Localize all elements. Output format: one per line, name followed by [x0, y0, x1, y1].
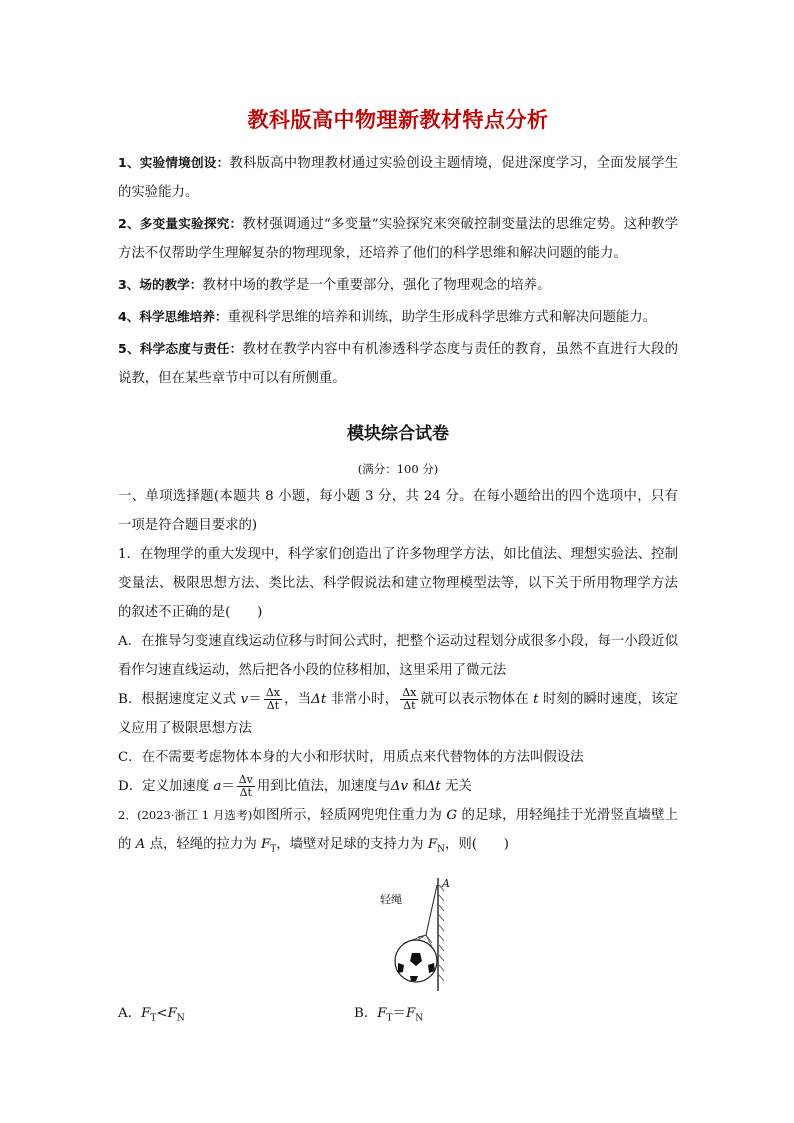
question-2-options	[118, 999, 678, 1034]
intro-item: 2、多变量实验探究：教材强调通过“多变量”实验探究来突破控制变量法的思维定势。这种教学方法不仅帮助学生理解复杂的物理现象，还培养了他们的科学思维和解决问题的能力。	[118, 216, 678, 261]
intro-item: 5、科学态度与责任：教材在教学内容中有机渗透科学态度与责任的教育，虽然不直进行大段的说教，但在某些章节中可以有所侧重。	[118, 341, 679, 386]
exam-title: 模块综合试卷	[347, 424, 449, 444]
intro-item: 1、实验情境创设：教科版高中物理教材通过实验创设主题情境，促进深度学习，全面发展学生的实验能力。	[118, 155, 679, 200]
section-heading: 一、单项选择题(本题共 8 小题，每小题 3 分，共 24 分。在每小题给出的四个选项中，只有一项是符合题目要求的)	[118, 489, 678, 533]
rope-label: 轻绳	[380, 892, 402, 906]
fraction: $\frac{\Delta x}{\Delta t}$	[402, 686, 417, 712]
question-2-stem: 2．(2023·浙江 1 月选考)如图所示，轻质网兜兜住重力为 G 的足球，用轻绳挂于光滑竖直墙壁上的 A 点，轻绳的拉力为 $F_T$，墙壁对足球的支持力为 $F_N$，则( )	[118, 808, 678, 855]
intro-item: 4、科学思维培养：重视科学思维的培养和训练，助学生形成科学思维方式和解决问题能力。	[118, 309, 657, 325]
question-1-stem: 1．在物理学的重大发现中，科学家们创造出了许多物理学方法，如比值法、理想实验法、控制变量法、极限思想方法、类比法、科学假说法和建立物理模型法等，以下关于所用物理学方法的叙述不正确的是( )	[118, 547, 678, 620]
question-1-option-d: D．定义加速度 a＝ $\frac{\Delta v}{\Delta t}$ 用到比值法，加速度与Δv 和Δt 无关	[118, 773, 472, 799]
football-wall-figure	[366, 873, 486, 993]
page-title: 教科版高中物理新教材特点分析	[247, 108, 549, 132]
intro-item: 3、场的教学：教材中场的教学是一个重要部分，强化了物理观念的培养。	[118, 277, 551, 293]
question-2-option-a: A．$F_T<F_N$	[118, 1005, 185, 1024]
question-1-option-b: B．根据速度定义式 v＝ $\frac{\Delta x}{\Delta t}$ ，当Δt 非常小时， $\frac{\Delta x}{\Delta t}$ 就可以表示物体在 t 时刻的瞬时速度，该定义应用了极限思想方法	[118, 686, 678, 736]
question-2-option-b: B．$F_T=F_N$	[354, 1005, 424, 1024]
fraction: $\frac{\Delta v}{\Delta t}$	[238, 773, 253, 799]
fraction: $\frac{\Delta x}{\Delta t}$	[265, 686, 280, 712]
question-1-option-c: C．在不需要考虑物体本身的大小和形状时，用质点来代替物体的方法叫假设法	[118, 750, 584, 765]
document-content	[118, 104, 678, 1033]
exam-score: (满分：100 分)	[357, 462, 439, 476]
question-1-option-a: A．在推导匀变速直线运动位移与时间公式时，把整个运动过程划分成很多小段，每一小段近似看作匀速直线运动，然后把各小段的位移相加，这里采用了微元法	[118, 634, 678, 678]
intro-list	[118, 148, 678, 393]
point-a-label: A	[442, 876, 450, 890]
